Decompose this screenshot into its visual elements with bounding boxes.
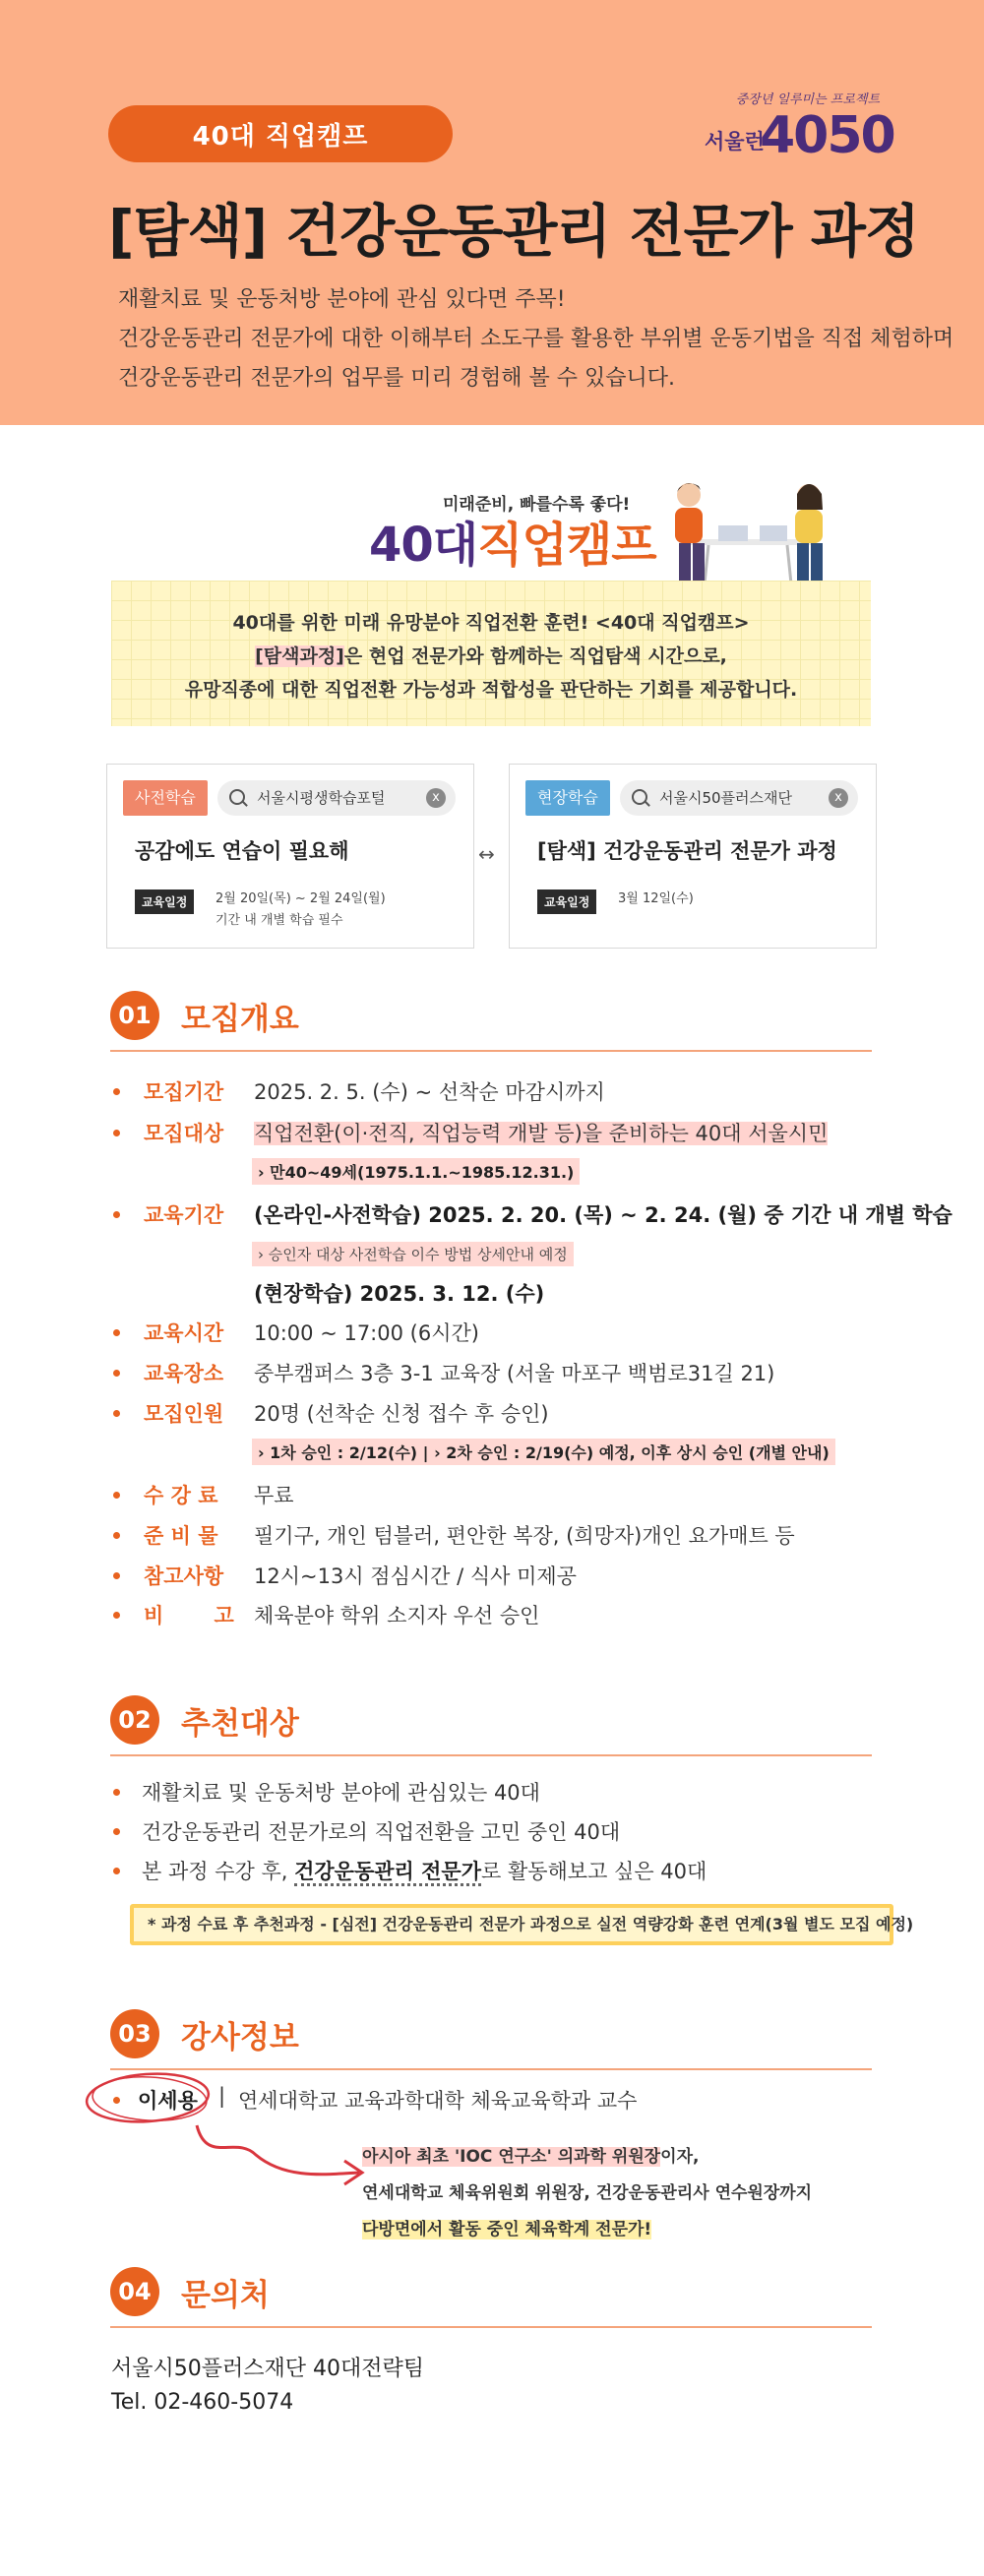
recommend-text: 본 과정 수강 후,: [142, 1860, 295, 1883]
card-title: [탐색] 건강운동관리 전문가 과정: [537, 839, 837, 863]
recommend-item: 건강운동관리 전문가로의 직업전환을 고민 중인 40대: [142, 1820, 621, 1844]
edu-note: › 승인자 대상 사전학습 이수 방법 상세안내 예정: [252, 1242, 574, 1266]
search-box[interactable]: [620, 780, 858, 816]
hero-banner: [0, 0, 984, 425]
onsite-card: [509, 764, 877, 949]
section-title: 강사정보: [181, 2020, 299, 2055]
brand-name: 서울런: [705, 130, 765, 153]
target-highlight: 직업전환(이·전직, 직업능력 개발 등)을 준비하는 40대 서울시민: [254, 1122, 829, 1145]
lecturer-desc-line: [362, 2215, 651, 2239]
lecturer-desc-text: 이자,: [660, 2147, 700, 2167]
section-divider: [110, 2326, 872, 2328]
bullet-dot: [113, 1532, 120, 1539]
recommend-item: 재활치료 및 운동처방 분야에 관심있는 40대: [142, 1781, 540, 1805]
lecturer-desc-line: 연세대학교 체육위원회 위원장, 건강운동관리사 연수원장까지: [362, 2183, 813, 2203]
bullet-dot: [113, 2097, 120, 2104]
double-arrow-icon: ↔: [478, 842, 495, 866]
section-number: 02: [110, 1695, 159, 1745]
field-label: 교육시간: [144, 1321, 224, 1345]
bullet-dot: [113, 1410, 120, 1417]
field-value: 10:00 ~ 17:00 (6시간): [254, 1321, 479, 1345]
people-at-desk-illustration: [649, 470, 856, 598]
field-value: 2025. 2. 5. (수) ~ 선착순 마감시까지: [254, 1080, 605, 1104]
field-value: [254, 1118, 828, 1147]
lecturer-name: 이세용: [138, 2089, 198, 2113]
search-box[interactable]: [217, 780, 456, 816]
search-text: 서울시평생학습포털: [257, 789, 386, 807]
intro-box: [111, 581, 871, 726]
bullet-dot: [113, 1370, 120, 1377]
hero-description: [118, 280, 953, 399]
section-divider: [110, 1050, 872, 1052]
section-divider: [110, 1754, 872, 1756]
intro-line-2-rest: 은 현업 전문가와 함께하는 직업탐색 시간으로,: [343, 645, 727, 667]
section-number: 03: [110, 2009, 159, 2058]
card-date: 3월 12일(수): [618, 891, 694, 906]
bullet-dot: [113, 1612, 120, 1619]
card-date-line: 기간 내 개별 학습 필수: [215, 913, 343, 928]
schedule-label: 교육일정: [537, 889, 596, 914]
prelearning-card: [106, 764, 474, 949]
contact-phone[interactable]: Tel. 02-460-5074: [111, 2390, 294, 2415]
bullet-dot: [113, 1828, 120, 1835]
bullet-dot: [113, 1789, 120, 1796]
followup-course-note: * 과정 수료 후 추천과정 - [심전] 건강운동관리 전문가 과정으로 실전 역량강화 훈련 연계(3월 별도 모집 예정): [130, 1904, 893, 1945]
section-title: 모집개요: [181, 1002, 299, 1037]
age-note: › 만40~49세(1975.1.1.~1985.12.31.): [252, 1158, 580, 1185]
card-date: [215, 889, 386, 932]
camp-logo-text: 직업캠프: [477, 518, 656, 573]
recommend-emphasis: 건강운동관리 전문가: [294, 1860, 481, 1886]
field-value: 필기구, 개인 텀블러, 편안한 복장, (희망자)개인 요가매트 등: [254, 1524, 795, 1548]
lecturer-desc-line: [362, 2142, 699, 2167]
field-label: 모집기간: [144, 1080, 224, 1104]
field-label: 비 고: [144, 1604, 234, 1627]
camp-logo-num: 40대: [369, 518, 478, 573]
card-tag: 현장학습: [525, 780, 610, 816]
intro-highlight: [탐색과정]: [255, 645, 344, 667]
section-number: 04: [110, 2267, 159, 2316]
page-title: [탐색] 건강운동관리 전문가 과정: [108, 198, 919, 265]
field-label: 준 비 물: [144, 1524, 218, 1548]
section-title: 추천대상: [181, 1706, 299, 1742]
lecturer-separator: |: [218, 2084, 226, 2108]
schedule-label: 교육일정: [135, 889, 194, 914]
field-value: 무료: [254, 1484, 294, 1507]
seoul-4050-logo: [705, 89, 894, 165]
brand-number: 4050: [760, 106, 894, 165]
field-value: (현장학습) 2025. 3. 12. (수): [254, 1282, 545, 1306]
bullet-dot: [113, 1088, 120, 1095]
card-date-line: 2월 20일(목) ~ 2월 24일(월): [215, 891, 386, 906]
hero-desc-line: 재활치료 및 운동처방 분야에 관심 있다면 주목!: [118, 287, 566, 312]
approval-note: › 1차 승인 : 2/12(수) | › 2차 승인 : 2/19(수) 예정, 이후 상시 승인 (개별 안내): [252, 1439, 835, 1465]
lecturer-highlight: 다방면에서 활동 중인 체육학계 전문가!: [362, 2220, 652, 2239]
field-label: 수 강 료: [144, 1484, 218, 1507]
field-label: 교육기간: [144, 1203, 224, 1227]
field-value: 중부캠퍼스 3층 3-1 교육장 (서울 마포구 백범로31길 21): [254, 1362, 775, 1385]
bullet-dot: [113, 1329, 120, 1336]
bullet-dot: [113, 1211, 120, 1218]
section-title: 문의처: [181, 2278, 270, 2313]
card-tag: 사전학습: [123, 780, 208, 816]
camp-logo: [369, 507, 656, 575]
recommend-text: 로 활동해보고 싶은 40대: [480, 1860, 707, 1883]
camp-slogan: 미래준비, 빠를수록 좋다!: [443, 495, 631, 515]
lecturer-role: 연세대학교 교육과학대학 체육교육학과 교수: [238, 2089, 638, 2113]
field-label: 참고사항: [144, 1564, 224, 1588]
field-value: (온라인-사전학습) 2025. 2. 20. (목) ~ 2. 24. (월) 중 기간 내 개별 학습: [254, 1203, 953, 1227]
bullet-dot: [113, 1130, 120, 1136]
intro-line-1: 40대를 위한 미래 유망분야 직업전환 훈련! <40대 직업캠프>: [232, 612, 750, 634]
bullet-dot: [113, 1492, 120, 1499]
clear-icon[interactable]: x: [426, 788, 446, 808]
field-label: 모집인원: [144, 1402, 224, 1426]
program-badge: 40대 직업캠프: [108, 105, 453, 162]
field-label: 모집대상: [144, 1122, 224, 1145]
bullet-dot: [113, 1572, 120, 1579]
curved-arrow-icon: [177, 2116, 374, 2194]
field-value: 체육분야 학위 소지자 우선 승인: [254, 1604, 540, 1627]
field-value: 20명 (선착순 신청 접수 후 승인): [254, 1402, 549, 1426]
field-value: 12시~13시 점심시간 / 식사 미제공: [254, 1564, 577, 1588]
field-label: 교육장소: [144, 1362, 224, 1385]
section-divider: [110, 2068, 872, 2070]
search-icon: [229, 789, 245, 805]
card-title: 공감에도 연습이 필요해: [135, 839, 349, 863]
bullet-dot: [113, 1868, 120, 1874]
hero-desc-line: 건강운동관리 전문가의 업무를 미리 경험해 볼 수 있습니다.: [118, 366, 675, 391]
clear-icon[interactable]: x: [829, 788, 848, 808]
search-icon: [632, 789, 647, 805]
hero-desc-line: 건강운동관리 전문가에 대한 이해부터 소도구를 활용한 부위별 운동기법을 직접 체험하며: [118, 327, 954, 351]
brand-tagline: 중장년 일루미는 프로젝트: [735, 92, 880, 107]
lecturer-highlight: 아시아 최초 'IOC 연구소' 의과학 위원장: [362, 2147, 661, 2167]
contact-organization: 서울시50플러스재단 40대전략팀: [111, 2357, 425, 2381]
intro-line-2: [111, 642, 871, 668]
intro-line-3: 유망직종에 대한 직업전환 가능성과 적합성을 판단하는 기회를 제공합니다.: [184, 679, 798, 701]
recommend-item: [142, 1856, 707, 1885]
search-text: 서울시50플러스재단: [659, 789, 793, 807]
section-number: 01: [110, 991, 159, 1040]
